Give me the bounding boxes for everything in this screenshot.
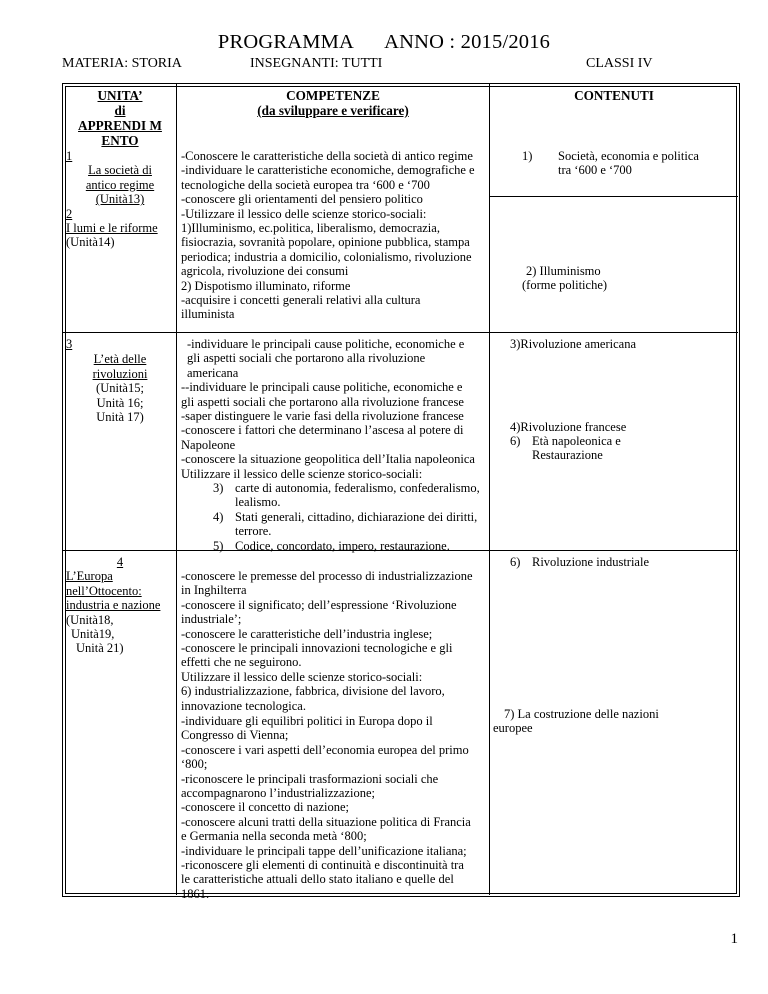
competenza-line: Utilizzare il lessico delle scienze storico-sociali:: [181, 669, 423, 684]
contenuti-divider: [489, 196, 738, 197]
competenza-line: gli aspetti sociali che portarono alla rivoluzione: [187, 351, 426, 366]
competenza-line: -conoscere gli orientamenti del pensiero politico: [181, 192, 423, 207]
competenza-line: -riconoscere le principali trasformazioni sociali che: [181, 771, 439, 786]
competenza-line: 6) industrializzazione, fabbrica, divisione del lavoro,: [181, 684, 445, 699]
page-number: 1: [730, 931, 738, 947]
unit4-title-l2: nell’Ottocento:: [66, 583, 142, 598]
header-unita-l4: ENTO: [101, 133, 139, 148]
unit2-title: I lumi e le riforme: [66, 221, 158, 236]
unit1-title-l2: antico regime: [85, 177, 155, 192]
unit3-title-l1: L’età delle: [93, 352, 147, 367]
row3-contenuto-6: [510, 555, 732, 569]
competenza-line: Utilizzare il lessico delle scienze storico-sociali:: [181, 466, 423, 481]
contenuto-line: Restaurazione: [532, 448, 603, 463]
header-unita: [66, 88, 174, 148]
contenuto-line: tra ‘600 e ‘700: [558, 163, 632, 178]
unit4-ref-l3: Unità 21): [76, 641, 124, 656]
header-unita-l1: UNITA’: [97, 88, 143, 103]
lessico-item: [181, 510, 487, 539]
competenza-line: americana: [187, 365, 239, 380]
unit3-title-l2: rivoluzioni: [92, 366, 148, 381]
contenuto-line: 2) Illuminismo: [526, 264, 601, 278]
contenuto-number: 6): [510, 434, 521, 448]
title-programma: PROGRAMMA: [217, 31, 355, 53]
competenza-line: -conoscere le premesse del processo di industrializzazione: [181, 569, 473, 583]
contenuto-line: 7) La costruzione delle nazioni: [504, 707, 659, 721]
competenza-line: agricola, rivoluzione dei consumi: [181, 264, 349, 279]
column-divider-1: [176, 83, 177, 895]
competenza-line: -riconoscere gli elementi di continuità e discontinuità tra: [181, 858, 464, 873]
row1-unita: [66, 149, 174, 250]
competenza-line: -individuare le principali cause politiche, economiche e: [187, 337, 465, 351]
competenza-line: 1)Illuminismo, ec.politica, liberalismo, democrazia,: [181, 221, 440, 236]
contenuto-line: Società, economia e politica: [558, 149, 699, 163]
header-competenze-sub: (da sviluppare e verificare): [257, 103, 409, 118]
unit4-ref-l1: (Unità18,: [66, 612, 114, 627]
row1-competenze: [181, 149, 487, 322]
lessico-line: lealismo.: [235, 495, 281, 510]
competenza-line: effetti che ne seguirono.: [181, 655, 302, 670]
unit4-title-l3: industria e nazione: [66, 598, 161, 613]
column-divider-2: [489, 83, 490, 895]
unit4-ref-l2: Unità19,: [71, 627, 115, 642]
row1-contenuto-1: [522, 149, 732, 178]
competenza-line: -Utilizzare il lessico delle scienze storico-sociali:: [181, 206, 427, 221]
materia-label: MATERIA: STORIA: [62, 56, 182, 71]
competenza-line: -conoscere il concetto di nazione;: [181, 800, 349, 815]
competenza-line: e Germania nella seconda metà ‘800;: [181, 829, 367, 844]
lessico-line: Codice, concordato, impero, restaurazione.: [235, 538, 450, 553]
unit1-title-l1: La società di: [88, 163, 152, 178]
competenza-line: -acquisire i concetti generali relativi alla cultura: [181, 293, 421, 308]
insegnanti-label: INSEGNANTI: TUTTI: [250, 56, 383, 71]
competenza-line: -conoscere le caratteristiche dell’industria inglese;: [181, 626, 433, 641]
contenuto-line: Rivoluzione industriale: [532, 555, 649, 569]
competenza-line: -conoscere i vari aspetti dell’economia europea del primo: [181, 742, 469, 757]
header-unita-l3: APPRENDI M: [78, 118, 162, 133]
lessico-item: [181, 481, 487, 510]
competenza-line: -saper distinguere le varie fasi della rivoluzione francese: [181, 409, 464, 424]
contenuto-number: 1): [522, 149, 533, 163]
competenza-line: periodica; industria a domicilio, colonialismo, rivoluzione: [181, 249, 472, 264]
competenza-line: Congresso di Vienna;: [181, 728, 289, 743]
competenza-line: -Conoscere le caratteristiche della società di antico regime: [181, 149, 473, 163]
header-unita-l2: di: [114, 103, 126, 118]
classi-label: CLASSI IV: [586, 56, 653, 71]
competenza-line: Napoleone: [181, 437, 236, 452]
row-divider-1: [62, 332, 738, 333]
row2-unita: [66, 337, 174, 424]
competenza-line: fisiocrazia, sovranità popolare, opinione pubblica, stampa: [181, 235, 470, 250]
title-anno: ANNO : 2015/2016: [384, 31, 551, 53]
competenza-line: 1861.: [181, 886, 210, 901]
competenza-line: -individuare le caratteristiche economiche, demografiche e: [181, 163, 475, 178]
unit-number-2: 2: [66, 206, 73, 221]
row2-contenuto-4: 4)Rivoluzione francese: [510, 420, 627, 434]
row2-competenze: [181, 337, 487, 553]
header-competenze: [180, 88, 486, 118]
row3-contenuto-7: [493, 707, 733, 736]
unit3-ref-l2: Unità 16;: [96, 395, 144, 410]
unit3-ref-l1: [66, 381, 174, 395]
competenza-line: -individuare gli equilibri politici in Europa dopo il: [181, 714, 433, 728]
row3-unita: [66, 555, 174, 656]
contenuto-number: 6): [510, 555, 521, 569]
lessico-number: 5): [213, 538, 224, 553]
competenza-line: innovazione tecnologica.: [181, 698, 306, 713]
row3-competenze-b: [181, 714, 487, 901]
competenza-line: gli aspetti sociali che portarono alla rivoluzione francese: [181, 394, 464, 409]
competenza-line: tecnologiche della società europea tra ‘600 e ‘700: [181, 177, 430, 192]
competenza-line: -conoscere la situazione geopolitica dell’Italia napoleonica: [181, 452, 475, 467]
lessico-line: carte di autonomia, federalismo, confederalismo,: [235, 481, 480, 496]
competenza-line: in Inghilterra: [181, 583, 247, 598]
unit3-ref-l3: Unità 17): [96, 410, 144, 425]
header-contenuti: CONTENUTI: [574, 88, 654, 103]
competenza-line: accompagnarono l’industrializzazione;: [181, 786, 376, 801]
header-competenze-title: COMPETENZE: [286, 88, 380, 103]
row2-contenuto-6: [510, 434, 732, 463]
competenza-line: -conoscere alcuni tratti della situazione politica di Francia: [181, 814, 471, 829]
lessico-number: 4): [213, 509, 224, 524]
row2-contenuto-3: 3)Rivoluzione americana: [510, 337, 636, 351]
unit3-ref-text: (Unità15;: [96, 381, 144, 396]
unit-number-1: 1: [66, 149, 73, 163]
competenza-line: 2) Dispotismo illuminato, riforme: [181, 278, 351, 293]
unit1-ref: (Unità13): [95, 192, 145, 207]
lessico-number: 3): [213, 481, 224, 496]
unit-number-3: 3: [66, 337, 73, 351]
competenza-line: -conoscere i fattori che determinano l’ascesa al potere di: [181, 423, 464, 438]
competenza-line: illuminista: [181, 307, 235, 322]
unit4-title-l1: L’Europa: [66, 569, 113, 584]
competenza-line: -conoscere le principali innovazioni tecnologiche e gli: [181, 641, 453, 656]
competenza-line: -individuare le principali tappe dell’unificazione italiana;: [181, 843, 467, 858]
unit-number-4: 4: [116, 555, 124, 569]
competenza-line: le caratteristiche attuali dello stato italiano e quelle del: [181, 872, 454, 887]
contenuto-line: (forme politiche): [522, 278, 608, 293]
lessico-line: Stati generali, cittadino, dichiarazione dei diritti,: [235, 509, 478, 524]
lessico-line: terrore.: [235, 524, 272, 539]
row1-contenuto-2: [522, 264, 732, 293]
row3-competenze-a: [181, 569, 487, 713]
unit2-ref: (Unità14): [66, 235, 115, 250]
competenza-line: -conoscere il significato; dell’espressione ‘Rivoluzione: [181, 597, 457, 612]
lessico-item: [181, 539, 487, 553]
document-title: [0, 31, 768, 54]
contenuto-line: europee: [493, 721, 533, 736]
competenza-line: ‘800;: [181, 757, 208, 772]
contenuto-line: Età napoleonica e: [532, 434, 621, 448]
competenza-line: industriale’;: [181, 612, 242, 627]
competenza-line: --individuare le principali cause politiche, economiche e: [181, 380, 463, 395]
